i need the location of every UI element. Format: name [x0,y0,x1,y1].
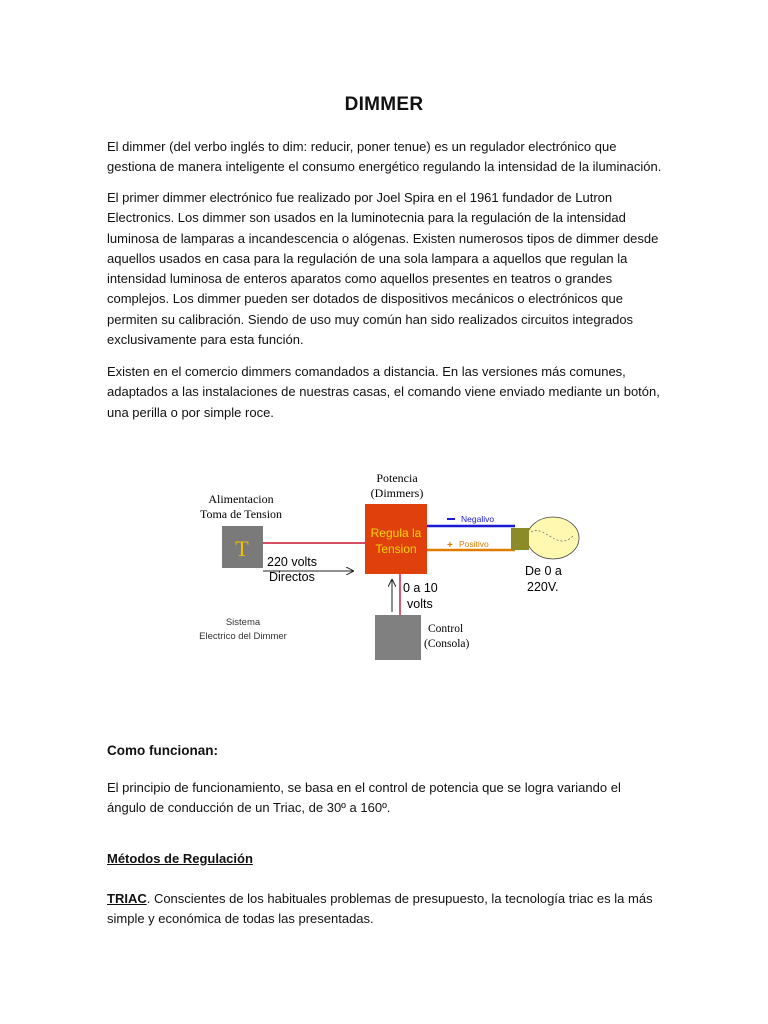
page-title: DIMMER [344,94,424,115]
triac-description: . Conscientes de los habituales problemas de presupuesto, la tecnología triac es la más simple y económica de todas las presentadas. [107,891,653,927]
intro-paragraph: El dimmer (del verbo inglés to dim: reducir, poner tenue) es un regulador electrónico que gestiona de manera inteligente el consumo energético regulando la intensidad de la iluminación. [107,139,662,175]
system-label-line1: Sistema [225,617,261,628]
power-label-line2: (Dimmers) [370,486,424,500]
voltage-label-line1: 220 volts [267,555,318,569]
control-label-line2: (Consola) [424,638,470,650]
output-label-line1: De 0 a [525,564,562,578]
bulb-base [511,528,529,550]
supply-box-letter: T [235,536,249,561]
control-box [375,615,421,660]
voltage-label-line2: Directos [269,570,315,584]
positive-label: Positivo [459,539,489,549]
light-bulb-icon [527,517,579,559]
positive-sign: + [447,540,453,551]
regulation-methods-heading: Métodos de Regulación [107,851,253,866]
remote-paragraph: Existen en el comercio dimmers comandados a distancia. En las versiones más comunes, adaptados a las instalaciones de nuestras casas, el comando viene enviado mediante un botón, una perilla o por simple roce. [107,364,660,420]
supply-label-line2: Toma de Tension [199,507,283,521]
how-it-works-heading: Como funcionan: [107,743,218,758]
triac-label: TRIAC [107,891,147,906]
regulator-line1: Regula la [370,526,422,540]
system-label-line2: Electrico del Dimmer [199,631,287,642]
regulator-line2: Tension [375,542,417,556]
control-voltage-line2: volts [407,597,433,611]
negative-label: Negalivo [461,514,495,524]
history-paragraph: El primer dimmer electrónico fue realizado por Joel Spira en el 1961 fundador de Lutron Electronics. Los dimmer son usados en la luminotecnia para la regulación de la intensidad luminosa de lamparas a incandescencia o alógenas. Existen numerosos tipos de dimmer desde aquellos usados en casa para la regulación de una sola lampara a aquellos que regulan la intensidad luminosa de enteros aparatos como aquellos presentes en teatros o grandes complejos. Los dimmer pueden ser dotados de dispositivos mecánicos o electrónicos que permiten su calibración. Siendo de uso muy común han sido realizados circuitos integrados exclusivamente para esta función. [107,190,659,348]
principle-paragraph: El principio de funcionamiento, se basa en el control de potencia que se logra variando el ángulo de conducción de un Triac, de 30º a 160º. [107,780,621,816]
dimmer-system-diagram [185,460,605,670]
triac-paragraph [107,889,663,930]
control-label-line1: Control [428,623,464,635]
power-label-line1: Potencia [376,471,418,485]
output-label-line2: 220V. [527,580,559,594]
control-voltage-line1: 0 a 10 [403,581,438,595]
supply-label-line1: Alimentacion [208,492,274,506]
